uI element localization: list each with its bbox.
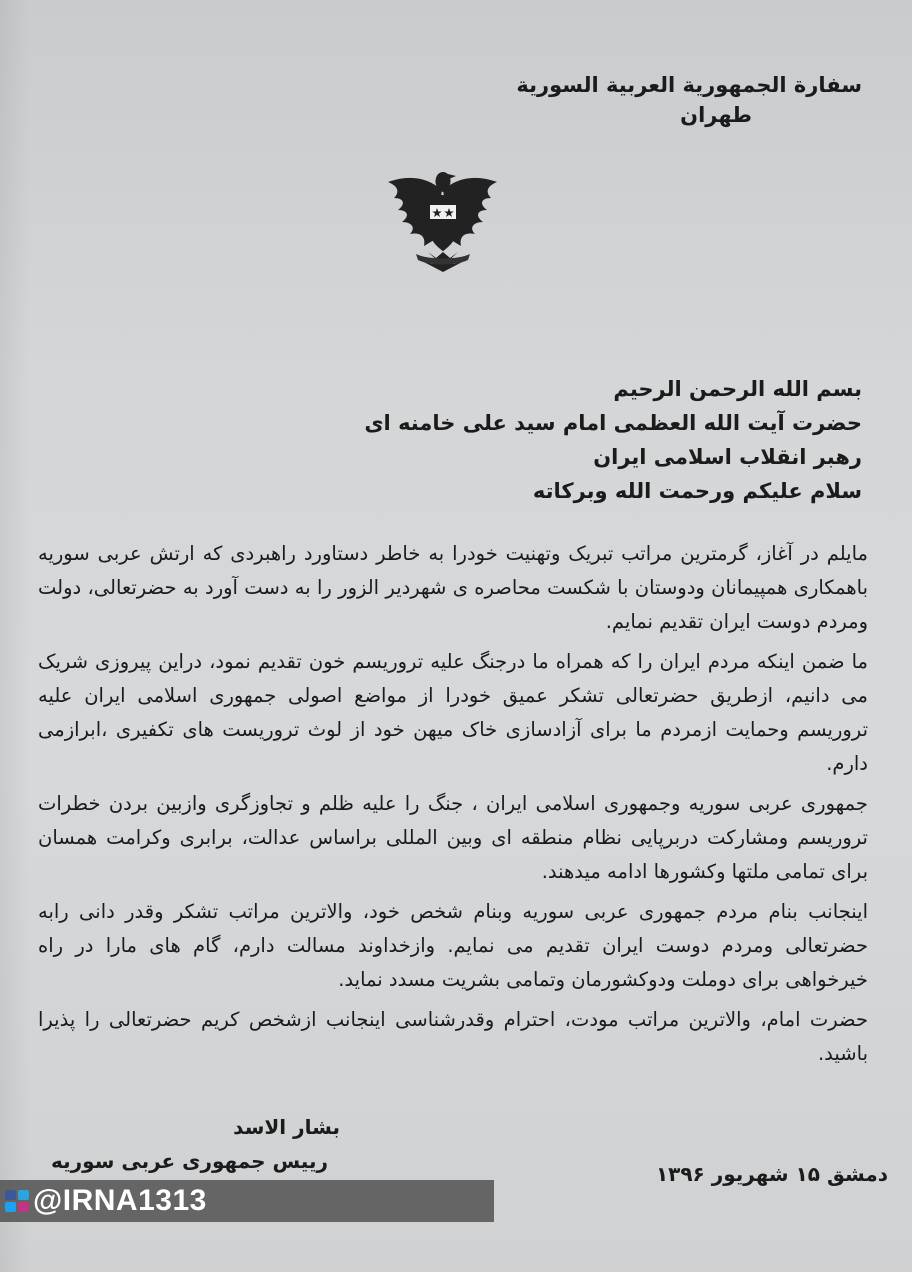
syrian-eagle-emblem (380, 168, 505, 276)
body-paragraph-1: مایلم در آغاز، گرمترین مراتب تبریک وتهنیت خودرا به خاطر دستاورد راهبردی که ارتش عربی سوریه باهمکاری همپیمانان ودوستان با شکست محاصره ی شهردیر الزور را به دست آورد به حضرتعالی، دولت ومردم دوست ایران تقدیم نمایم. (38, 542, 868, 633)
salutation-greeting: سلام علیکم ورحمت الله وبرکاته (532, 479, 862, 503)
body-paragraph-3: جمهوری عربی سوریه وجمهوری اسلامی ایران ، جنگ را علیه ظلم و تجاوزگری وازبین بردن خطرات تروریسم ومشارکت دربرپایی نظام منطقه ای وبین المللی براساس عدالت، برابری وکرامت همسان برای تمامی ملتها وکشورها ادامه میدهند. (38, 792, 868, 883)
twitter-icon (5, 1202, 16, 1212)
body-paragraph-4: اینجانب بنام مردم جمهوری عربی سوریه وبنام شخص خود، والاترین مراتب تشکر وقدر دانی رابه حضرتعالی ومردم دوست ایران تقدیم می نمایم. وازخداوند مسالت دارم، گام های مارا در راه خیرخواهی برای دوملت ودوکشورمان وتمامی بشریت مسدد نماید. (38, 900, 868, 991)
embassy-name: سفارة الجمهورية العربية السورية (516, 73, 862, 97)
facebook-icon (5, 1190, 16, 1200)
letterhead (442, 70, 862, 130)
social-icons (5, 1190, 29, 1212)
telegram-icon (18, 1190, 29, 1200)
addressee-name: حضرت آیت الله العظمی امام سید علی خامنه ای (364, 411, 862, 435)
irna-watermark (0, 1180, 494, 1222)
paper-shadow (0, 0, 30, 1272)
signatory-name: بشار الاسد (233, 1115, 340, 1139)
body-paragraph-5: حضرت امام، والاترین مراتب مودت، احترام وقدرشناسی اینجانب ازشخص کریم حضرتعالی را پذیرا باشید. (38, 1008, 868, 1065)
basmala: بسم الله الرحمن الرحيم (613, 377, 862, 401)
signatory-title: رییس جمهوری عربی سوریه (51, 1149, 328, 1173)
embassy-city: طهران (680, 103, 752, 127)
letter-body (38, 537, 868, 1077)
body-paragraph-2: ما ضمن اینکه مردم ایران را که همراه ما درجنگ علیه تروریسم خون تقدیم نمود، دراین پیروزی شریک می دانیم، ازطریق حضرتعالی تشکر عمیق خودرا از مواضع اصولی جمهوری اسلامی ایران علیه تروریسم وحمایت ازمردم ما برای آزادسازی خاک میهن خود از لوث تروریست های تکفیری ،ابرازمی دارم. (38, 650, 868, 775)
addressee-title: رهبر انقلاب اسلامی ایران (593, 445, 862, 469)
signature-block (40, 1110, 340, 1178)
salutation (302, 372, 862, 508)
letter-date: دمشق ۱۵ شهریور ۱۳۹۶ (655, 1162, 888, 1186)
instagram-icon (18, 1202, 29, 1212)
watermark-handle: @IRNA1313 (33, 1184, 207, 1217)
